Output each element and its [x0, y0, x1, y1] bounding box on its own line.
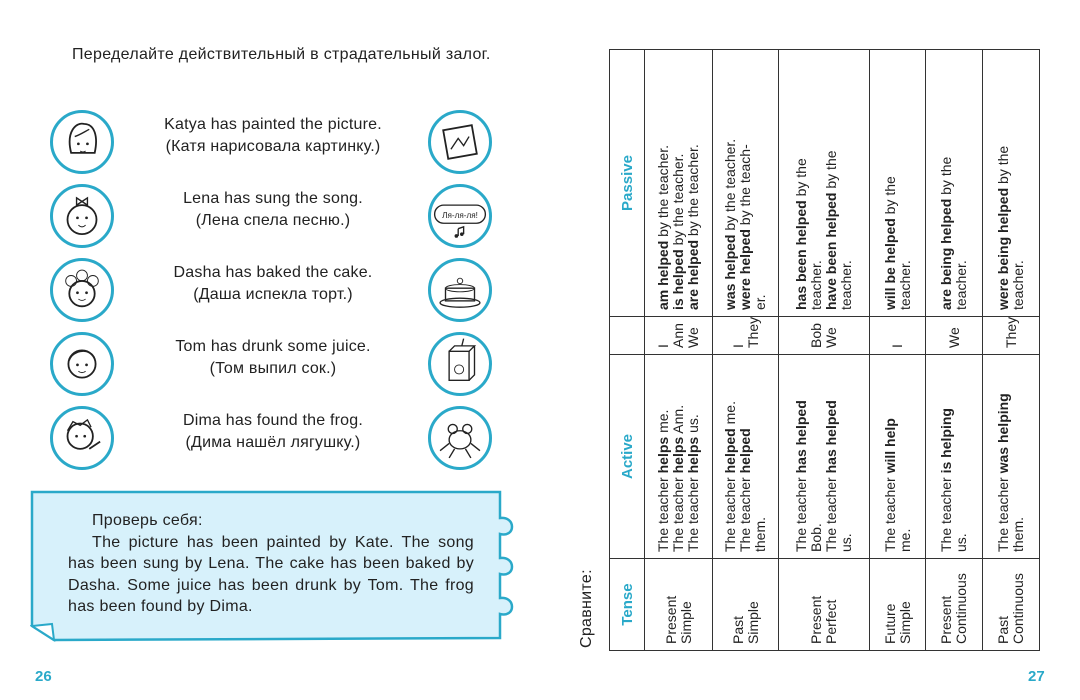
sentence-line [738, 361, 753, 552]
sentence-line [656, 361, 671, 552]
sentence-line [954, 361, 969, 552]
sentence-part: Ann. [670, 404, 687, 437]
exercise-row [48, 406, 500, 476]
sentence-part: us. [837, 533, 854, 552]
sentence-line [939, 56, 954, 310]
tense-cell [926, 559, 983, 651]
active-cell [713, 355, 779, 559]
passive-cell [778, 50, 869, 317]
verb-form: helps [670, 436, 687, 474]
tense-name: Present [662, 595, 679, 644]
sentence-line [883, 361, 898, 552]
sentence-line [839, 361, 854, 552]
tense-cell [713, 559, 779, 651]
sentence-part: The teacher [655, 473, 672, 552]
sentence-line [686, 56, 701, 310]
active-cell [926, 355, 983, 559]
tense-name: Past [729, 615, 746, 644]
tense-name: Simple [896, 601, 913, 644]
sentence-part: by the teacher. [655, 145, 672, 241]
tense-comparison-table [609, 50, 1040, 651]
tense-name: Present [938, 595, 955, 644]
subject: We [945, 327, 962, 348]
sentence-part: The teacher [685, 473, 702, 552]
verb-form: helped [722, 428, 738, 474]
curly-girl-icon [50, 258, 114, 322]
russian-translation: (Катя нарисовала картинку.) [165, 138, 381, 155]
tense-cell [983, 559, 1040, 651]
sentence-part: by the teacher. [670, 153, 687, 250]
verb-form: am helped [655, 240, 672, 310]
exercise-sentence [128, 336, 418, 380]
sentence-part: Bob. [807, 523, 824, 552]
sentence-part: The teacher [822, 473, 839, 552]
juice-box-icon [428, 332, 492, 396]
sentence-line [723, 361, 738, 552]
verb-form: helped [737, 428, 753, 474]
subject-cell [926, 317, 983, 355]
exercise-sentence [128, 188, 418, 232]
sentence-line [824, 361, 839, 552]
exercise-sentence [128, 410, 418, 454]
verb-form: will be helped [881, 218, 898, 310]
tense-name: Simple [744, 601, 761, 644]
verb-form: helps [655, 436, 672, 474]
verb-form: is helping [938, 408, 955, 474]
sentence-line [954, 56, 969, 310]
verb-form: has helped [822, 400, 839, 474]
subject-cell [645, 317, 713, 355]
verb-form: was helped [722, 234, 738, 310]
sentence-part: by the [995, 145, 1012, 188]
russian-translation: (Дима нашёл лягушку.) [185, 434, 361, 451]
sentence-line [794, 56, 809, 310]
self-check-title: Проверь себя: [92, 512, 203, 529]
subject-cell [983, 317, 1040, 355]
sentence-line [656, 56, 671, 310]
active-cell [869, 355, 926, 559]
header-passive: Passive [610, 50, 645, 317]
verb-form: helps [685, 436, 702, 474]
tense-name: Present [807, 595, 824, 644]
table-row [778, 50, 869, 651]
sentence-part: by the teacher. [722, 138, 738, 235]
tense-name: Perfect [822, 599, 839, 644]
compare-label: Сравните: [578, 569, 595, 648]
exercise-row [48, 184, 500, 254]
subject: We [685, 327, 702, 348]
table-row [713, 50, 779, 651]
sentence-line [809, 361, 824, 552]
passive-cell [645, 50, 713, 317]
subject-cell [713, 317, 779, 355]
sentence-line [939, 361, 954, 552]
header-active: Active [610, 355, 645, 559]
sentence-line [671, 361, 686, 552]
verb-form: has been helped [792, 200, 809, 310]
subject: They [744, 316, 761, 348]
subject: I [729, 344, 746, 348]
frog-icon [428, 406, 492, 470]
sentence-part: er. [752, 294, 768, 310]
header-subject [610, 317, 645, 355]
verb-form: will help [881, 418, 898, 474]
sentence-part: by the [822, 150, 839, 193]
sentence-line [794, 361, 809, 552]
russian-translation: (Том выпил сок.) [209, 360, 337, 377]
english-sentence: Tom has drunk some juice. [175, 338, 371, 355]
sentence-line [723, 56, 738, 310]
tense-name: Continuous [1010, 573, 1027, 644]
sentence-part: The teacher [881, 473, 898, 552]
english-sentence: Dima has found the frog. [182, 412, 363, 429]
song-bubble-text: Ля-ля-ля! [442, 210, 478, 220]
subject: Bob [807, 323, 824, 348]
english-sentence: Katya has painted the picture. [164, 116, 382, 133]
girl-icon [50, 110, 114, 174]
verb-form: were helped [737, 229, 753, 310]
sentence-part: by the teach- [737, 144, 753, 230]
exercise-row [48, 332, 500, 402]
sentence-line [1011, 56, 1026, 310]
subject: Ann [670, 323, 687, 348]
verb-form: is helped [670, 249, 687, 310]
sentence-part: them. [752, 516, 768, 552]
sentence-part: me. [722, 401, 738, 429]
passive-cell [983, 50, 1040, 317]
subject: I [655, 344, 672, 348]
boy-pointing-icon [50, 406, 114, 470]
self-check-answers: The picture has been painted by Kate. The song has been sung by Lena. The cake has been baked by Dasha. Some juice has been drunk by Tom. The frog has been found by Dima. [68, 533, 474, 615]
subject: They [1002, 316, 1019, 348]
english-sentence: Dasha has baked the cake. [173, 264, 373, 281]
sentence-part: teacher. [837, 260, 854, 310]
sentence-part: by the [881, 176, 898, 219]
sentence-line [738, 56, 753, 310]
sentence-line [996, 361, 1011, 552]
sentence-part: me. [655, 409, 672, 437]
exercise-instruction: Переделайте действительный в страдательный залог. [72, 46, 491, 63]
girl-with-bow-icon [50, 184, 114, 248]
active-cell [645, 355, 713, 559]
sentence-line [753, 56, 768, 310]
subject-cell [778, 317, 869, 355]
sentence-part: by the [938, 156, 955, 199]
exercise-row [48, 258, 500, 328]
sentence-part: The teacher [722, 473, 738, 552]
tense-name: Past [995, 615, 1012, 644]
table-row [983, 50, 1040, 651]
passive-cell [713, 50, 779, 317]
exercise-sentence [128, 262, 418, 306]
subject-cell [869, 317, 926, 355]
sentence-part: teacher. [807, 260, 824, 310]
sentence-part: The teacher [995, 473, 1012, 552]
boy-icon [50, 332, 114, 396]
verb-form: have been helped [822, 192, 839, 310]
subject: I [889, 344, 906, 348]
sentence-line [671, 56, 686, 310]
tense-name: Future [881, 603, 898, 644]
sentence-line [1011, 361, 1026, 552]
sentence-line [839, 56, 854, 310]
verb-form: are being helped [938, 198, 955, 310]
active-cell [778, 355, 869, 559]
verb-form: were being helped [995, 187, 1012, 310]
sentence-line [996, 56, 1011, 310]
sentence-line [686, 361, 701, 552]
sentence-part: us. [685, 414, 702, 437]
sentence-line [898, 56, 913, 310]
russian-translation: (Даша испекла торт.) [193, 286, 353, 303]
tense-cell [645, 559, 713, 651]
sentence-part: me. [896, 528, 913, 552]
passive-cell [926, 50, 983, 317]
exercise-sentence [128, 114, 418, 158]
verb-form: are helped [685, 239, 702, 310]
sentence-line [883, 56, 898, 310]
sentence-part: us. [953, 533, 970, 552]
sentence-part: teacher. [953, 260, 970, 310]
sentence-part: teacher. [1010, 260, 1027, 310]
table-row [926, 50, 983, 651]
active-cell [983, 355, 1040, 559]
sentence-line [809, 56, 824, 310]
tense-name: Simple [677, 601, 694, 644]
sentence-line [824, 56, 839, 310]
sentence-part: The teacher [792, 473, 809, 552]
page-number-left: 26 [35, 668, 52, 685]
verb-form: has helped [792, 400, 809, 474]
exercise-row [48, 110, 500, 180]
table-row [869, 50, 926, 651]
sentence-part: them. [1010, 516, 1027, 552]
tense-cell [778, 559, 869, 651]
english-sentence: Lena has sung the song. [183, 190, 363, 207]
song-bubble-icon [428, 184, 492, 248]
tense-cell [869, 559, 926, 651]
picture-icon [428, 110, 492, 174]
table-row [645, 50, 713, 651]
page-number-right: 27 [1028, 668, 1045, 685]
subject: We [822, 327, 839, 348]
sentence-part: teacher. [896, 260, 913, 310]
sentence-part: The teacher [737, 473, 753, 552]
tense-name: Continuous [953, 573, 970, 644]
verb-form: was helping [995, 393, 1012, 474]
sentence-line [753, 361, 768, 552]
sentence-part: by the [792, 158, 809, 201]
header-tense: Tense [610, 559, 645, 651]
sentence-part: by the teacher. [685, 144, 702, 240]
sentence-part: The teacher [938, 473, 955, 552]
cake-icon [428, 258, 492, 322]
passive-cell [869, 50, 926, 317]
sentence-part: The teacher [670, 473, 687, 552]
russian-translation: (Лена спела песню.) [195, 212, 351, 229]
self-check-content [68, 510, 474, 618]
sentence-line [898, 361, 913, 552]
